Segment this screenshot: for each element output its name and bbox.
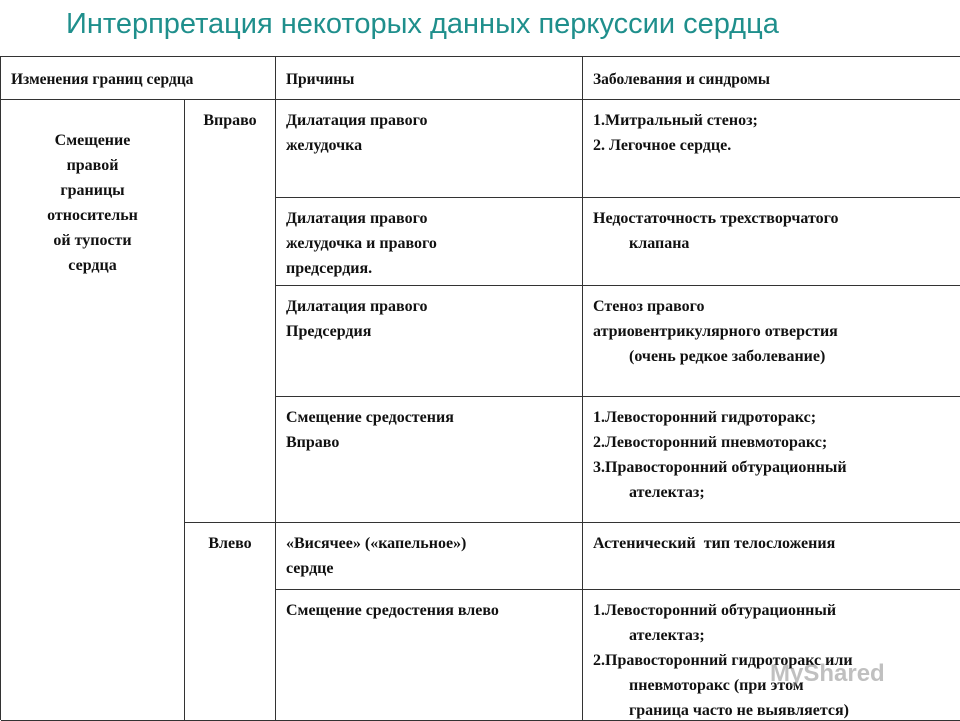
disease-line: 1.Левосторонний гидроторакс; [593,409,817,426]
disease-cell [583,590,960,721]
header-boundary-changes: Изменения границ сердца [1,57,276,100]
direction-left: Влево [185,523,276,721]
shift-label-line: границы [60,182,125,199]
disease-line: 2.Правосторонний гидроторакс или [593,652,853,669]
cause-line: Дилатация правого [286,298,428,315]
disease-cell [583,286,960,397]
header-causes: Причины [276,57,583,100]
disease-line: (очень редкое заболевание) [629,348,826,365]
cause-line: Вправо [286,434,340,451]
disease-line: Астенический тип телосложения [593,535,836,552]
disease-line: Стеноз правого [593,298,705,315]
cause-cell [276,397,583,523]
disease-line: Недостаточность трехстворчатого [593,210,839,227]
disease-line: ателектаз; [629,627,705,644]
cause-cell [276,198,583,286]
disease-line: 1.Левосторонний обтурационный [593,602,837,619]
right-border-shift-label [1,100,185,721]
shift-label-line: Смещение [54,132,131,149]
disease-line: атриовентрикулярного отверстия [593,323,838,340]
disease-line: ателектаз; [629,484,705,501]
disease-line: граница часто не выявляется) [629,702,850,719]
disease-line: 2. Легочное сердце. [593,137,732,154]
cause-cell [276,590,583,721]
cause-line: желудочка [286,137,363,154]
cause-line: Дилатация правого [286,112,428,129]
shift-label-line: относительн [47,207,138,224]
cause-line: предсердия. [286,260,373,277]
disease-line: клапана [629,235,690,252]
cause-line: Дилатация правого [286,210,428,227]
percussion-table [0,56,960,720]
cause-cell [276,100,583,198]
disease-cell [583,100,960,198]
disease-cell [583,397,960,523]
cause-line: Предсердия [286,323,372,340]
cause-cell [276,523,583,590]
direction-right: Вправо [185,100,276,523]
cause-line: Смещение средостения влево [286,602,499,619]
disease-cell [583,523,960,590]
disease-cell [583,198,960,286]
shift-label-line: правой [66,157,119,174]
cause-line: желудочка и правого [286,235,437,252]
cause-line: сердце [286,560,334,577]
disease-line: 1.Митральный стеноз; [593,112,758,129]
shift-label-line: сердца [68,257,117,274]
cause-line: «Висячее» («капельное») [286,535,467,552]
shift-label-line: ой тупости [53,232,132,249]
watermark-logo: MyShared [770,660,885,687]
header-diseases: Заболевания и синдромы [583,57,960,100]
cause-line: Смещение средостения [286,409,454,426]
disease-line: пневмоторакс (при этом [629,677,804,694]
disease-line: 3.Правосторонний обтурационный [593,459,847,476]
disease-line: 2.Левосторонний пневмоторакс; [593,434,828,451]
page-title: Интерпретация некоторых данных перкуссии сердца [66,8,779,40]
cause-cell [276,286,583,397]
